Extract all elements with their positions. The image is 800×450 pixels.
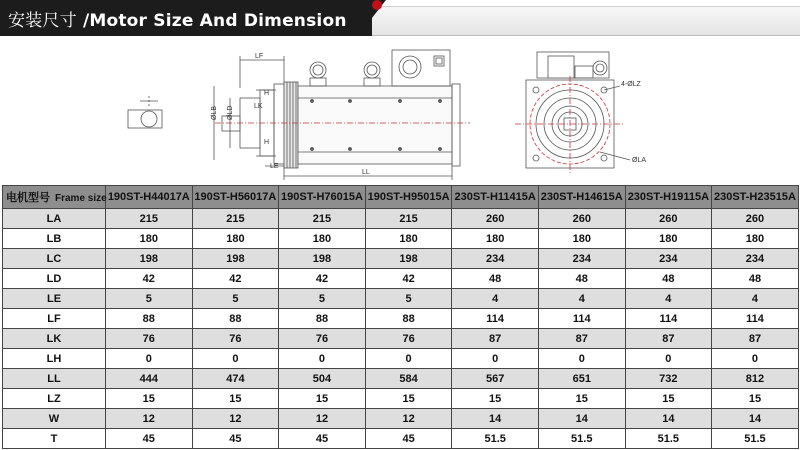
parameter-cell: LK [3, 329, 106, 349]
value-cell: 12 [192, 409, 279, 429]
value-cell: 12 [106, 409, 193, 429]
value-cell: 87 [712, 329, 799, 349]
value-cell: 114 [452, 309, 539, 329]
parameter-cell: LL [3, 369, 106, 389]
value-cell: 198 [365, 249, 452, 269]
shaft-section-view [128, 96, 162, 128]
value-cell: 15 [106, 389, 193, 409]
value-cell: 45 [279, 429, 366, 449]
table-row [3, 309, 799, 329]
value-cell: 76 [365, 329, 452, 349]
parameter-cell: LF [3, 309, 106, 329]
value-cell: 51.5 [625, 429, 712, 449]
table-row [3, 289, 799, 309]
value-cell: 88 [279, 309, 366, 329]
value-cell: 87 [452, 329, 539, 349]
value-cell: 4 [452, 289, 539, 309]
value-cell: 198 [106, 249, 193, 269]
value-cell: 45 [106, 429, 193, 449]
value-cell: 0 [712, 349, 799, 369]
value-cell: 114 [538, 309, 625, 329]
value-cell: 260 [712, 209, 799, 229]
label-ld: ØLD [227, 105, 234, 120]
value-cell: 180 [279, 229, 366, 249]
parameter-cell: LE [3, 289, 106, 309]
value-cell: 504 [279, 369, 366, 389]
table-row [3, 229, 799, 249]
value-cell: 4 [625, 289, 712, 309]
value-cell: 180 [452, 229, 539, 249]
value-cell: 15 [279, 389, 366, 409]
label-lb: ØLB [211, 105, 218, 120]
value-cell: 5 [192, 289, 279, 309]
column-header: 230ST-H11415A [452, 186, 539, 209]
value-cell: 5 [106, 289, 193, 309]
dimension-drawing [0, 38, 800, 184]
value-cell: 180 [192, 229, 279, 249]
front-view [515, 52, 630, 174]
value-cell: 215 [365, 209, 452, 229]
value-cell: 4 [712, 289, 799, 309]
value-cell: 42 [279, 269, 366, 289]
value-cell: 88 [192, 309, 279, 329]
value-cell: 14 [712, 409, 799, 429]
page-title [8, 6, 347, 31]
value-cell: 180 [538, 229, 625, 249]
value-cell: 76 [279, 329, 366, 349]
value-cell: 15 [625, 389, 712, 409]
corner-label-en: Frame size [55, 193, 107, 204]
value-cell: 4 [538, 289, 625, 309]
table-row [3, 389, 799, 409]
value-cell: 234 [538, 249, 625, 269]
value-cell: 42 [106, 269, 193, 289]
table-row [3, 269, 799, 289]
value-cell: 15 [538, 389, 625, 409]
value-cell: 0 [106, 349, 193, 369]
column-header: 190ST-H44017A [106, 186, 193, 209]
column-header: 190ST-H56017A [192, 186, 279, 209]
table-row [3, 409, 799, 429]
side-view [214, 50, 470, 180]
value-cell: 260 [625, 209, 712, 229]
value-cell: 0 [192, 349, 279, 369]
value-cell: 14 [625, 409, 712, 429]
value-cell: 88 [106, 309, 193, 329]
parameter-cell: LD [3, 269, 106, 289]
table-row [3, 349, 799, 369]
value-cell: 12 [279, 409, 366, 429]
table-row [3, 209, 799, 229]
value-cell: 114 [625, 309, 712, 329]
label-la: ØLA [632, 157, 647, 164]
value-cell: 180 [712, 229, 799, 249]
parameter-cell: LC [3, 249, 106, 269]
value-cell: 180 [625, 229, 712, 249]
title-separator: / [82, 11, 90, 31]
value-cell: 812 [712, 369, 799, 389]
value-cell: 732 [625, 369, 712, 389]
value-cell: 51.5 [452, 429, 539, 449]
value-cell: 0 [365, 349, 452, 369]
value-cell: 48 [712, 269, 799, 289]
value-cell: 14 [538, 409, 625, 429]
value-cell: 15 [365, 389, 452, 409]
label-lk: LK [254, 103, 263, 110]
value-cell: 42 [192, 269, 279, 289]
label-lz: 4-ØLZ [621, 81, 641, 88]
parameter-cell: W [3, 409, 106, 429]
label-lf: LF [255, 53, 264, 60]
label-ll: LL [362, 169, 370, 176]
value-cell: 180 [106, 229, 193, 249]
corner-label-cn: 电机型号 [6, 192, 50, 204]
parameter-cell: LH [3, 349, 106, 369]
value-cell: 198 [279, 249, 366, 269]
value-cell: 215 [192, 209, 279, 229]
value-cell: 444 [106, 369, 193, 389]
value-cell: 14 [452, 409, 539, 429]
value-cell: 88 [365, 309, 452, 329]
title-english: Motor Size And Dimension [89, 11, 347, 31]
column-header: 190ST-H95015A [365, 186, 452, 209]
table-row [3, 369, 799, 389]
column-header: 230ST-H19115A [625, 186, 712, 209]
label-h-top: H [264, 90, 270, 97]
table-body [3, 209, 799, 449]
value-cell: 198 [192, 249, 279, 269]
column-header: 190ST-H76015A [279, 186, 366, 209]
value-cell: 0 [625, 349, 712, 369]
value-cell: 48 [625, 269, 712, 289]
value-cell: 260 [452, 209, 539, 229]
value-cell: 12 [365, 409, 452, 429]
parameter-cell: LB [3, 229, 106, 249]
section-header [0, 0, 800, 38]
value-cell: 48 [538, 269, 625, 289]
title-chinese: 安装尺寸 [8, 11, 77, 31]
value-cell: 87 [625, 329, 712, 349]
label-h-bottom: H [264, 139, 270, 146]
table-row [3, 429, 799, 449]
column-header: 230ST-H14615A [538, 186, 625, 209]
parameter-cell: LA [3, 209, 106, 229]
value-cell: 567 [452, 369, 539, 389]
value-cell: 51.5 [538, 429, 625, 449]
value-cell: 45 [365, 429, 452, 449]
value-cell: 114 [712, 309, 799, 329]
parameter-cell: LZ [3, 389, 106, 409]
value-cell: 76 [192, 329, 279, 349]
value-cell: 48 [452, 269, 539, 289]
value-cell: 0 [538, 349, 625, 369]
value-cell: 51.5 [712, 429, 799, 449]
value-cell: 651 [538, 369, 625, 389]
drawing-svg [0, 38, 800, 184]
value-cell: 15 [452, 389, 539, 409]
value-cell: 260 [538, 209, 625, 229]
value-cell: 215 [106, 209, 193, 229]
value-cell: 45 [192, 429, 279, 449]
value-cell: 5 [279, 289, 366, 309]
table-header-row [3, 186, 799, 209]
value-cell: 15 [712, 389, 799, 409]
value-cell: 5 [365, 289, 452, 309]
value-cell: 234 [625, 249, 712, 269]
value-cell: 180 [365, 229, 452, 249]
value-cell: 0 [279, 349, 366, 369]
value-cell: 584 [365, 369, 452, 389]
header-light-bar [372, 6, 800, 36]
value-cell: 15 [192, 389, 279, 409]
header-red-dot [372, 0, 382, 10]
column-header: 230ST-H23515A [712, 186, 799, 209]
value-cell: 87 [538, 329, 625, 349]
dimension-table [2, 185, 799, 449]
label-le: LE [270, 163, 279, 170]
value-cell: 42 [365, 269, 452, 289]
value-cell: 76 [106, 329, 193, 349]
value-cell: 234 [712, 249, 799, 269]
table-row [3, 329, 799, 349]
corner-header [3, 186, 106, 209]
table-row [3, 249, 799, 269]
value-cell: 474 [192, 369, 279, 389]
value-cell: 0 [452, 349, 539, 369]
parameter-cell: T [3, 429, 106, 449]
value-cell: 215 [279, 209, 366, 229]
value-cell: 234 [452, 249, 539, 269]
